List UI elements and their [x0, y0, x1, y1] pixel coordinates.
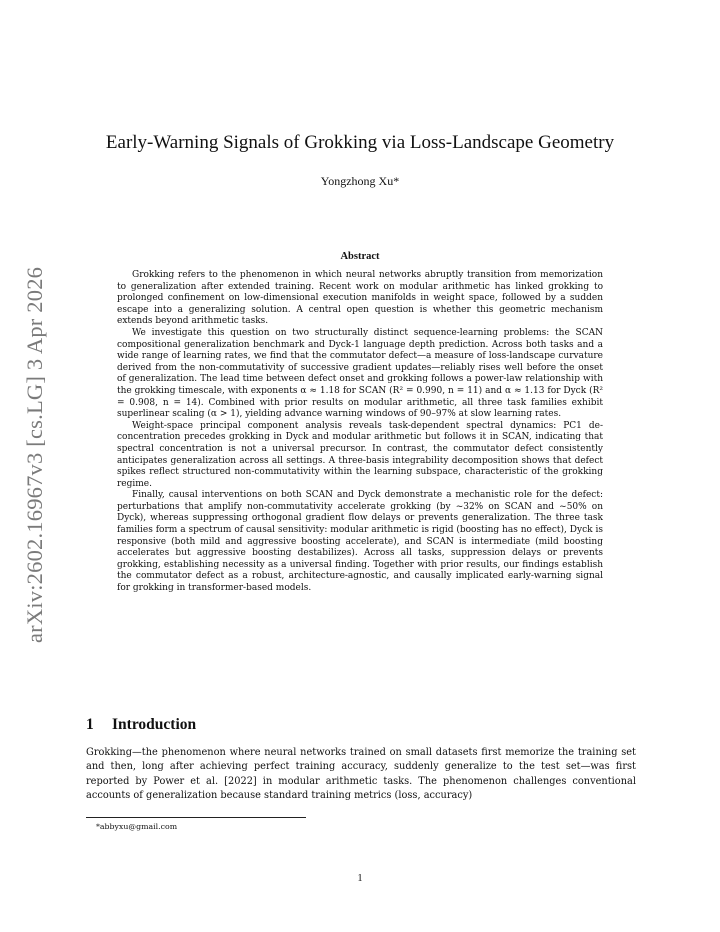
abstract-body — [117, 270, 603, 595]
abstract-paragraph: We investigate this question on two structurally distinct sequence-learning problems: the SCAN compositional generalization benchmark and Dyck-1 language depth prediction. Across both tasks and a wide range of learning rates, we find that the commutator defect—a measure of loss-landscape curvature derived from the non-commutativity of successive gradient updates—reliably rises well before the onset of generalization. The lead time between defect onset and grokking follows a power-law relationship with the grokking timescale, with exponents α ≈ 1.18 for SCAN (R² = 0.990, n = 11) and α ≈ 1.13 for Dyck (R² = 0.908, n = 14). Combined with prior results on modular arithmetic, all three task families exhibit superlinear scaling (α > 1), yielding advance warning windows of 90–97% at slow learning rates. — [117, 327, 603, 420]
paper-title: Early-Warning Signals of Grokking via Loss-Landscape Geometry — [105, 132, 615, 153]
abstract-heading: Abstract — [340, 251, 380, 262]
abstract-paragraph: Weight-space principal component analysis reveals task-dependent spectral dynamics: PC1 de-concentration precedes grokking in Dyck and modular arithmetic but follows it in SCAN, indicating that spectral concentration is not a universal precursor. In contrast, the commutator defect consistently anticipates generalization across all settings. A three-basis integrability decomposition shows that defect spikes reflect structured non-commutativity within the learning subspace, characteristic of the grokking regime. — [117, 420, 603, 489]
section-heading-introduction — [86, 715, 636, 735]
introduction-paragraph: Grokking—the phenomenon where neural networks trained on small datasets first memorize the training set and then, long after achieving perfect training accuracy, suddenly generalize to the test set—was first reported by Power et al. [2022] in modular arithmetic tasks. The phenomenon challenges conventional accounts of generalization because standard training metrics (loss, accuracy) — [86, 747, 636, 801]
author-name: Yongzhong Xu* — [320, 174, 400, 188]
section-number: 1 — [86, 716, 94, 733]
footnote-email: *abbyxu@gmail.com — [96, 822, 178, 831]
page-number: 1 — [357, 873, 363, 884]
abstract-paragraph: Grokking refers to the phenomenon in which neural networks abruptly transition from memorization to generalization after extended training. Recent work on modular arithmetic has linked grokking to prolonged confinement on low-dimensional execution manifolds in weight space, followed by a sudden escape into a generalizing solution. A central open question is whether this geometric mechanism extends beyond arithmetic tasks. — [117, 270, 603, 327]
arxiv-identifier — [22, 258, 50, 643]
arxiv-identifier-text: arXiv:2602.16967v3 [cs.LG] 3 Apr 2026 — [22, 266, 47, 643]
abstract-paragraph: Finally, causal interventions on both SCAN and Dyck demonstrate a mechanistic role for the defect: perturbations that amplify non-commutativity accelerate grokking (by ~32% on SCAN and ~50% on Dyck), whereas suppressing orthogonal gradient flow delays or prevents generalization. The three task families form a spectrum of causal sensitivity: modular arithmetic is rigid (boosting has no effect), Dyck is responsive (both mild and aggressive boosting accelerate), and SCAN is intermediate (mild boosting accelerates but aggressive boosting destabilizes). Across all tasks, suppression delays or prevents grokking, establishing necessity as a universal finding. Together with prior results, our findings establish the commutator defect as a robust, architecture-agnostic, and causally implicated early-warning signal for grokking in transformer-based models. — [117, 490, 603, 594]
footnote-divider — [86, 817, 306, 818]
section-title: Introduction — [112, 716, 197, 733]
